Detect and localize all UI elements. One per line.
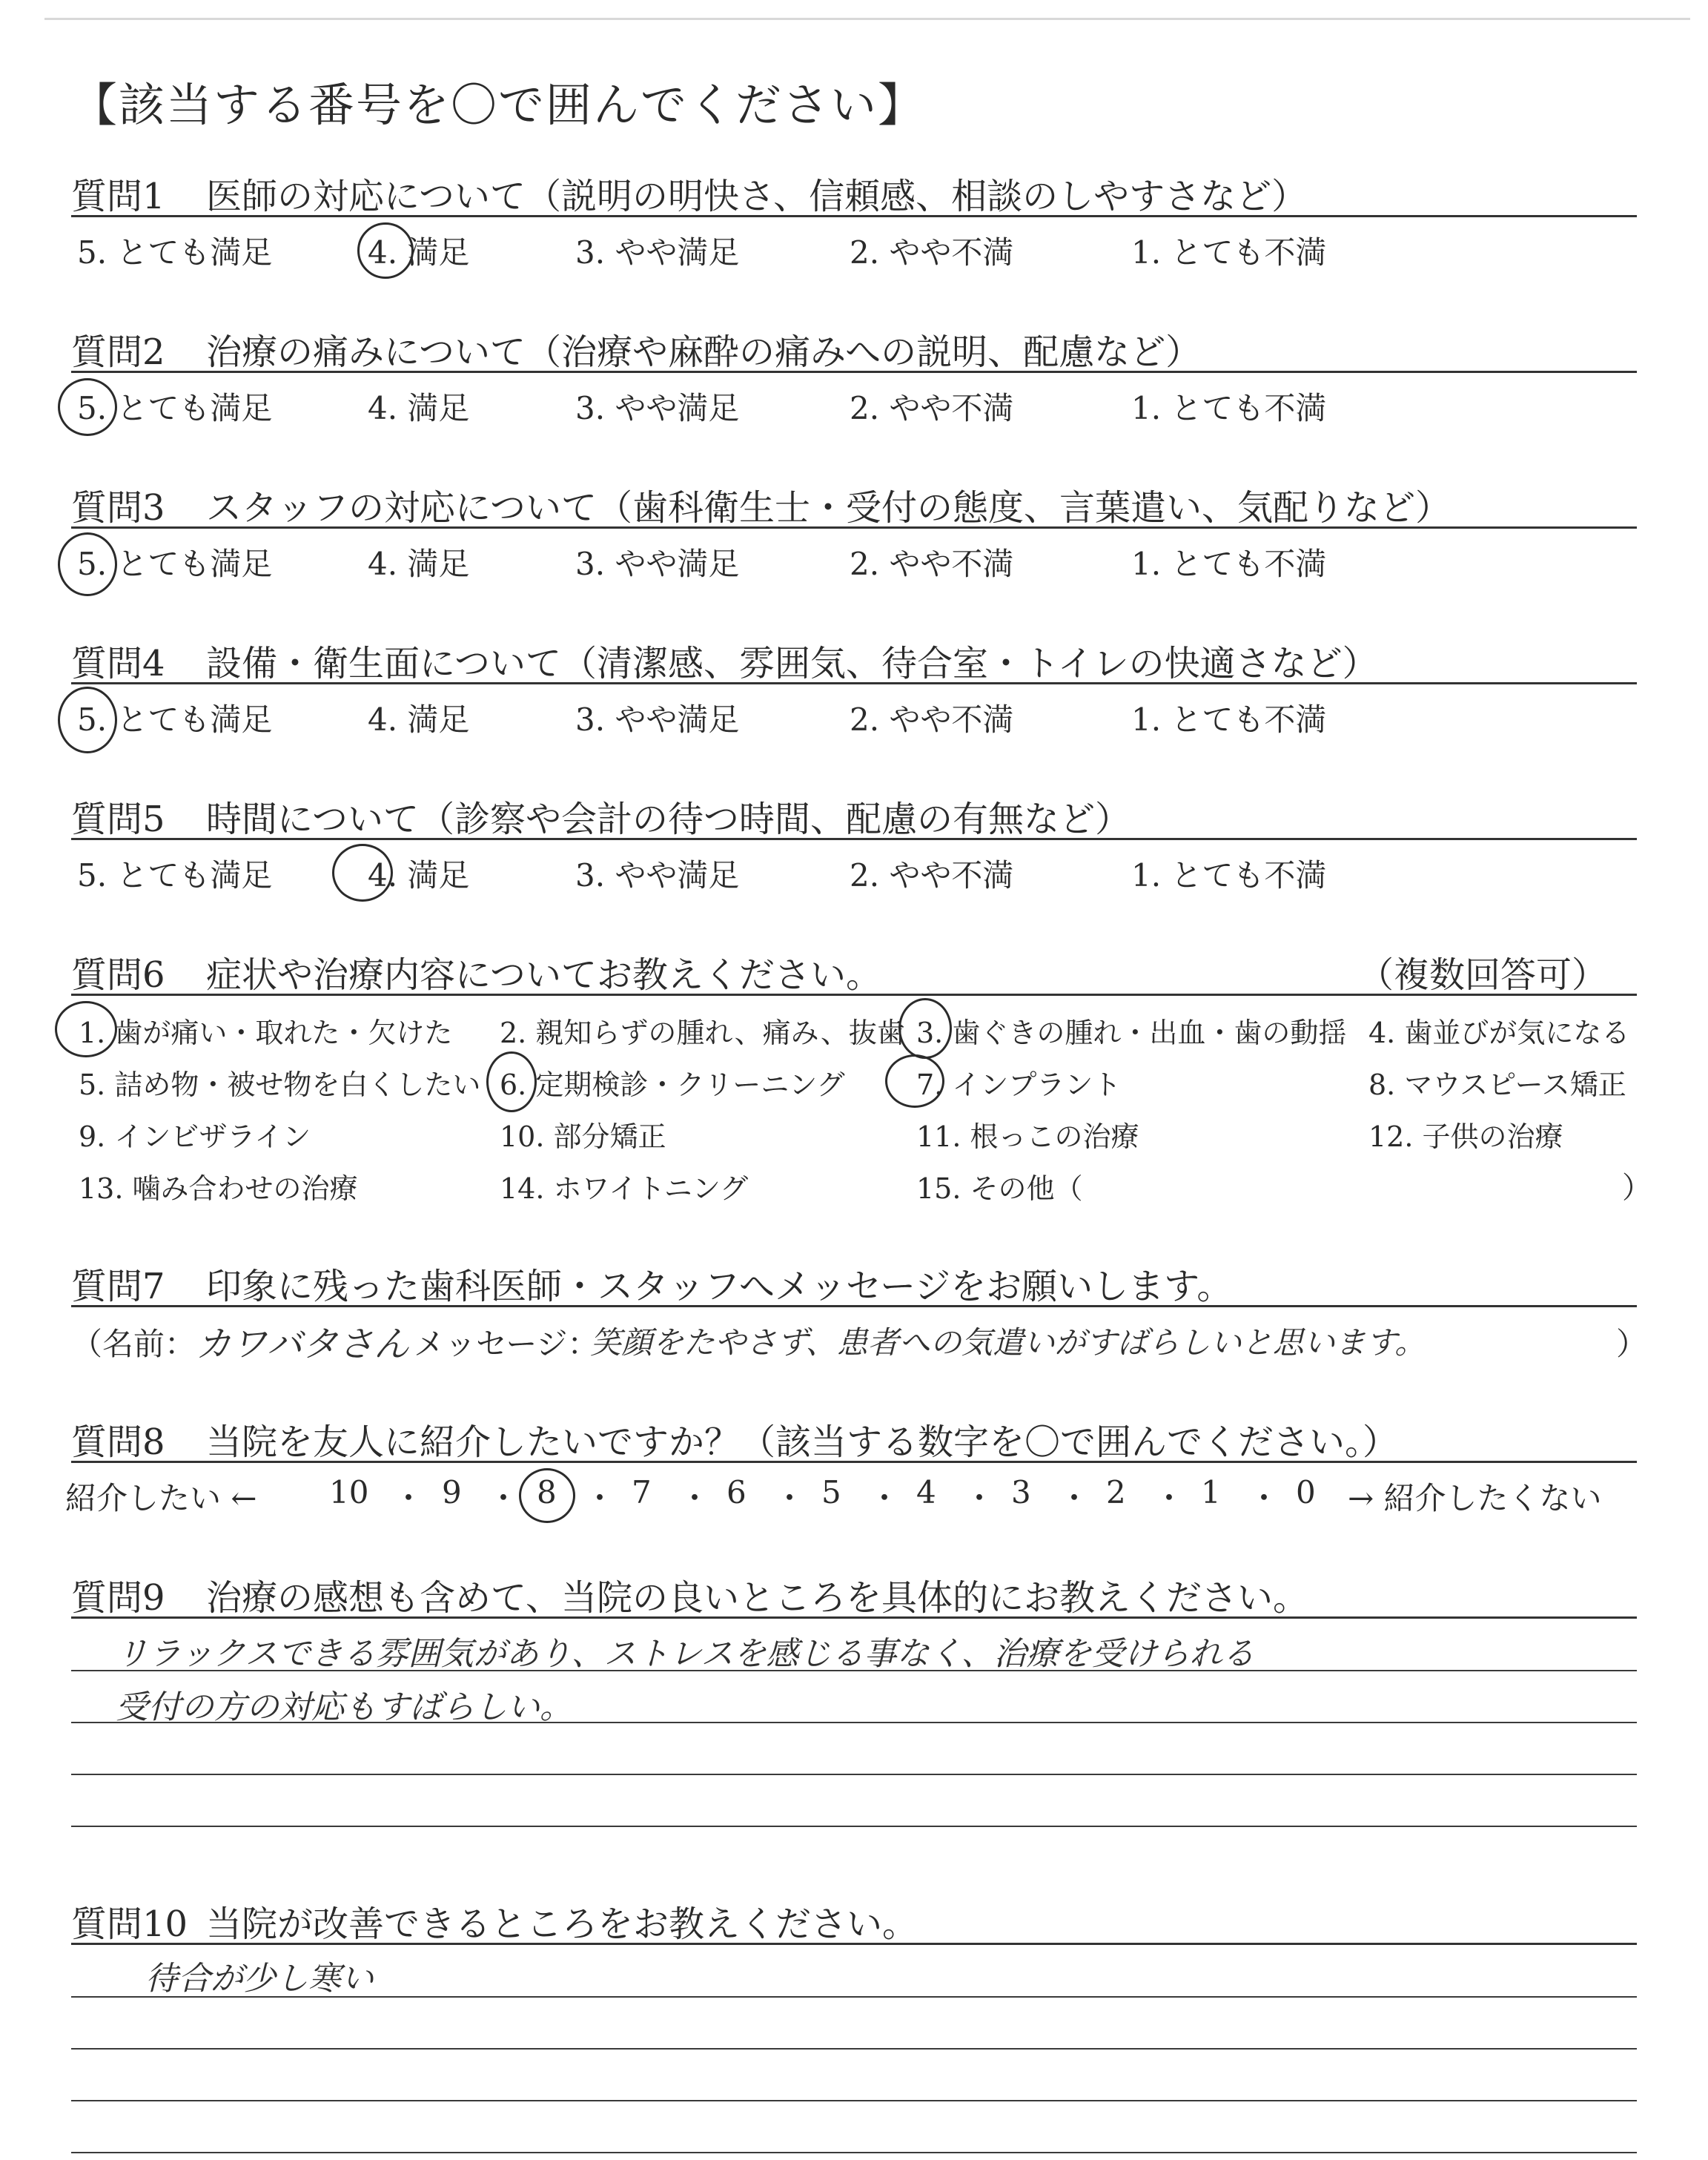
option-1[interactable]: 1. とても不満	[1131, 857, 1327, 894]
question-header	[71, 162, 1637, 215]
question-text: 治療の痛みについて（治療や麻酔の痛みへの説明、配慮など）	[206, 331, 1202, 373]
scale-value-9[interactable]: 9	[442, 1474, 462, 1510]
scale-separator: ・	[393, 1480, 425, 1516]
scale-separator: ・	[869, 1480, 901, 1516]
question-9	[71, 1563, 1637, 1852]
question-text: 当院を友人に紹介したいですか？（該当する数字を〇で囲んでください。）	[206, 1421, 1399, 1463]
option-2[interactable]: 2. やや不満	[850, 390, 1014, 426]
question-text: 治療の感想も含めて、当院の良いところを具体的にお教えください。	[206, 1577, 1309, 1619]
symptom-option-other[interactable]: 15. その他（	[916, 1172, 1083, 1205]
symptom-option[interactable]: 12. 子供の治療	[1368, 1120, 1563, 1153]
question-header	[71, 317, 1637, 371]
question-7	[71, 1252, 1648, 1370]
scale-value-8[interactable]: 8	[537, 1474, 557, 1510]
question-text: 印象に残った歯科医師・スタッフへメッセージをお願いします。	[206, 1266, 1233, 1307]
option-5[interactable]: 5. とても満足	[77, 546, 273, 582]
question-text: 当院が改善できるところをお教えください。	[206, 1903, 918, 1945]
option-3[interactable]: 3. やや満足	[575, 857, 740, 894]
question-header	[71, 1407, 1637, 1461]
question-underline	[71, 1616, 1637, 1619]
scale-separator: ・	[488, 1480, 520, 1516]
scan-top-edge	[44, 18, 1690, 20]
question-header	[71, 1889, 1637, 1943]
scale-separator: ・	[774, 1480, 806, 1516]
scale-value-7[interactable]: 7	[632, 1474, 652, 1510]
scale-separator: ・	[964, 1480, 996, 1516]
question-2	[71, 317, 1637, 429]
option-3[interactable]: 3. やや満足	[575, 546, 740, 582]
rating-options	[71, 384, 1637, 429]
question-number: 質問10	[71, 1903, 188, 1945]
question-number: 質問6	[71, 954, 165, 996]
option-4[interactable]: 4. 満足	[368, 546, 470, 582]
question-5	[71, 785, 1637, 896]
writing-line	[71, 1774, 1637, 1775]
question-underline	[71, 1461, 1637, 1463]
recommend-scale	[65, 1474, 1637, 1519]
scale-value-0[interactable]: 0	[1296, 1474, 1316, 1510]
option-4[interactable]: 4. 満足	[368, 701, 470, 738]
question-text: 症状や治療内容についてお教えください。	[206, 954, 882, 996]
message-close-paren: ）	[1616, 1326, 1648, 1362]
question-underline	[71, 682, 1637, 684]
question-header	[71, 1252, 1637, 1305]
handwritten-answer-line[interactable]: 受付の方の対応もすばらしい。	[116, 1688, 572, 1726]
question-3	[71, 473, 1637, 584]
writing-line	[71, 1826, 1637, 1827]
rating-options	[71, 851, 1637, 896]
symptom-option[interactable]: 14. ホワイトニング	[500, 1172, 749, 1205]
question-text: スタッフの対応について（歯科衛生士・受付の態度、言葉遣い、気配りなど）	[206, 487, 1452, 529]
question-underline	[71, 1943, 1637, 1945]
option-2[interactable]: 2. やや不満	[850, 701, 1014, 738]
question-number: 質問3	[71, 487, 165, 529]
scale-value-5[interactable]: 5	[821, 1474, 841, 1510]
option-3[interactable]: 3. やや満足	[575, 701, 740, 738]
symptom-option[interactable]: 8. マウスピース矯正	[1368, 1069, 1626, 1101]
writing-line	[71, 2152, 1637, 2153]
form-title: 【該当する番号を〇で囲んでください】	[71, 78, 926, 132]
question-8	[65, 1407, 1637, 1526]
question-header	[71, 940, 1637, 994]
scale-separator: ・	[1248, 1480, 1280, 1516]
writing-line	[71, 2100, 1637, 2101]
option-5[interactable]: 5. とても満足	[77, 701, 273, 738]
symptom-option[interactable]: 10. 部分矯正	[500, 1120, 666, 1153]
scale-value-4[interactable]: 4	[916, 1474, 936, 1510]
option-5[interactable]: 5. とても満足	[77, 857, 273, 894]
symptom-option[interactable]: 4. 歯並びが気になる	[1368, 1017, 1630, 1049]
scale-value-10[interactable]: 10	[329, 1474, 369, 1510]
question-underline	[71, 1305, 1637, 1307]
option-1[interactable]: 1. とても不満	[1131, 234, 1327, 271]
question-number: 質問9	[71, 1577, 165, 1619]
question-10	[71, 1889, 1637, 2156]
message-field[interactable]: 笑顔をたやさず、患者への気遣いがすばらしいと思います。	[590, 1324, 1426, 1361]
handwritten-answer-line[interactable]: 待合が少し寒い	[145, 1960, 374, 1998]
question-header	[71, 785, 1637, 838]
question-number: 質問5	[71, 799, 165, 840]
scale-value-1[interactable]: 1	[1201, 1474, 1221, 1510]
symptom-option[interactable]: 2. 親知らずの腫れ、痛み、抜歯	[500, 1017, 905, 1049]
question-4	[71, 629, 1637, 740]
option-1[interactable]: 1. とても不満	[1131, 546, 1327, 582]
scale-right-label: → 紹介したくない	[1348, 1480, 1602, 1516]
message-row	[71, 1315, 1648, 1367]
option-2[interactable]: 2. やや不満	[850, 546, 1014, 582]
message-label: メッセージ：	[414, 1326, 599, 1362]
multiple-answers-note: （複数回答可）	[1357, 954, 1607, 996]
symptom-option[interactable]: 7. インプラント	[916, 1069, 1122, 1101]
question-number: 質問7	[71, 1266, 165, 1307]
option-1[interactable]: 1. とても不満	[1131, 701, 1327, 738]
rating-options	[71, 228, 1637, 273]
symptom-option[interactable]: 13. 噛み合わせの治療	[79, 1172, 358, 1205]
question-number: 質問1	[71, 176, 165, 217]
question-number: 質問8	[71, 1421, 165, 1463]
symptom-option[interactable]: 1. 歯が痛い・取れた・欠けた	[79, 1017, 453, 1049]
scale-value-6[interactable]: 6	[726, 1474, 747, 1510]
option-3[interactable]: 3. やや満足	[575, 234, 740, 271]
question-text: 設備・衛生面について（清潔感、雰囲気、待合室・トイレの快適さなど）	[206, 643, 1378, 684]
question-underline	[71, 838, 1637, 840]
scale-separator: ・	[1153, 1480, 1185, 1516]
question-underline	[71, 215, 1637, 217]
symptom-option[interactable]: 6. 定期検診・クリーニング	[500, 1069, 845, 1101]
question-header	[71, 629, 1637, 682]
rating-options	[71, 540, 1637, 584]
question-underline	[71, 371, 1637, 373]
option-4[interactable]: 4. 満足	[368, 390, 470, 426]
symptom-option[interactable]: 11. 根っこの治療	[916, 1120, 1139, 1153]
question-number: 質問2	[71, 331, 165, 373]
question-underline	[71, 526, 1637, 529]
question-number: 質問4	[71, 643, 165, 684]
option-5[interactable]: 5. とても満足	[77, 234, 273, 271]
scale-value-3[interactable]: 3	[1011, 1474, 1031, 1510]
question-text: 医師の対応について（説明の明快さ、信頼感、相談のしやすさなど）	[206, 176, 1308, 217]
option-3[interactable]: 3. やや満足	[575, 390, 740, 426]
symptom-options-grid	[71, 1003, 1652, 1210]
name-label: （名前：	[71, 1326, 196, 1362]
name-field[interactable]: カワバタさん	[196, 1324, 410, 1365]
scale-value-2[interactable]: 2	[1106, 1474, 1126, 1510]
question-6	[71, 940, 1652, 1222]
symptom-option[interactable]: 3. 歯ぐきの腫れ・出血・歯の動揺	[916, 1017, 1347, 1049]
handwritten-answer-line[interactable]: リラックスできる雰囲気があり、ストレスを感じる事なく、治療を受けられる	[116, 1635, 1255, 1673]
symptom-option[interactable]: 5. 詰め物・被せ物を白くしたい	[79, 1069, 481, 1101]
question-header	[71, 473, 1637, 529]
option-2[interactable]: 2. やや不満	[850, 234, 1014, 271]
scale-left-label: 紹介したい ←	[65, 1480, 257, 1516]
option-4[interactable]: 4. 満足	[368, 857, 470, 894]
question-underline	[71, 994, 1637, 996]
question-text: 時間について（診察や会計の待つ時間、配慮の有無など）	[206, 799, 1131, 840]
scale-separator: ・	[679, 1480, 711, 1516]
question-1	[71, 162, 1637, 273]
option-2[interactable]: 2. やや不満	[850, 857, 1014, 894]
option-4[interactable]: 4. 満足	[368, 234, 470, 271]
symptom-option[interactable]: 9. インビザライン	[79, 1120, 311, 1153]
question-header	[71, 1563, 1637, 1619]
option-1[interactable]: 1. とても不満	[1131, 390, 1327, 426]
scale-separator: ・	[584, 1480, 616, 1516]
other-close-paren: ）	[1622, 1171, 1652, 1205]
writing-line	[71, 2048, 1637, 2050]
scale-separator: ・	[1059, 1480, 1090, 1516]
rating-options	[71, 696, 1637, 740]
option-5[interactable]: 5. とても満足	[77, 390, 273, 426]
